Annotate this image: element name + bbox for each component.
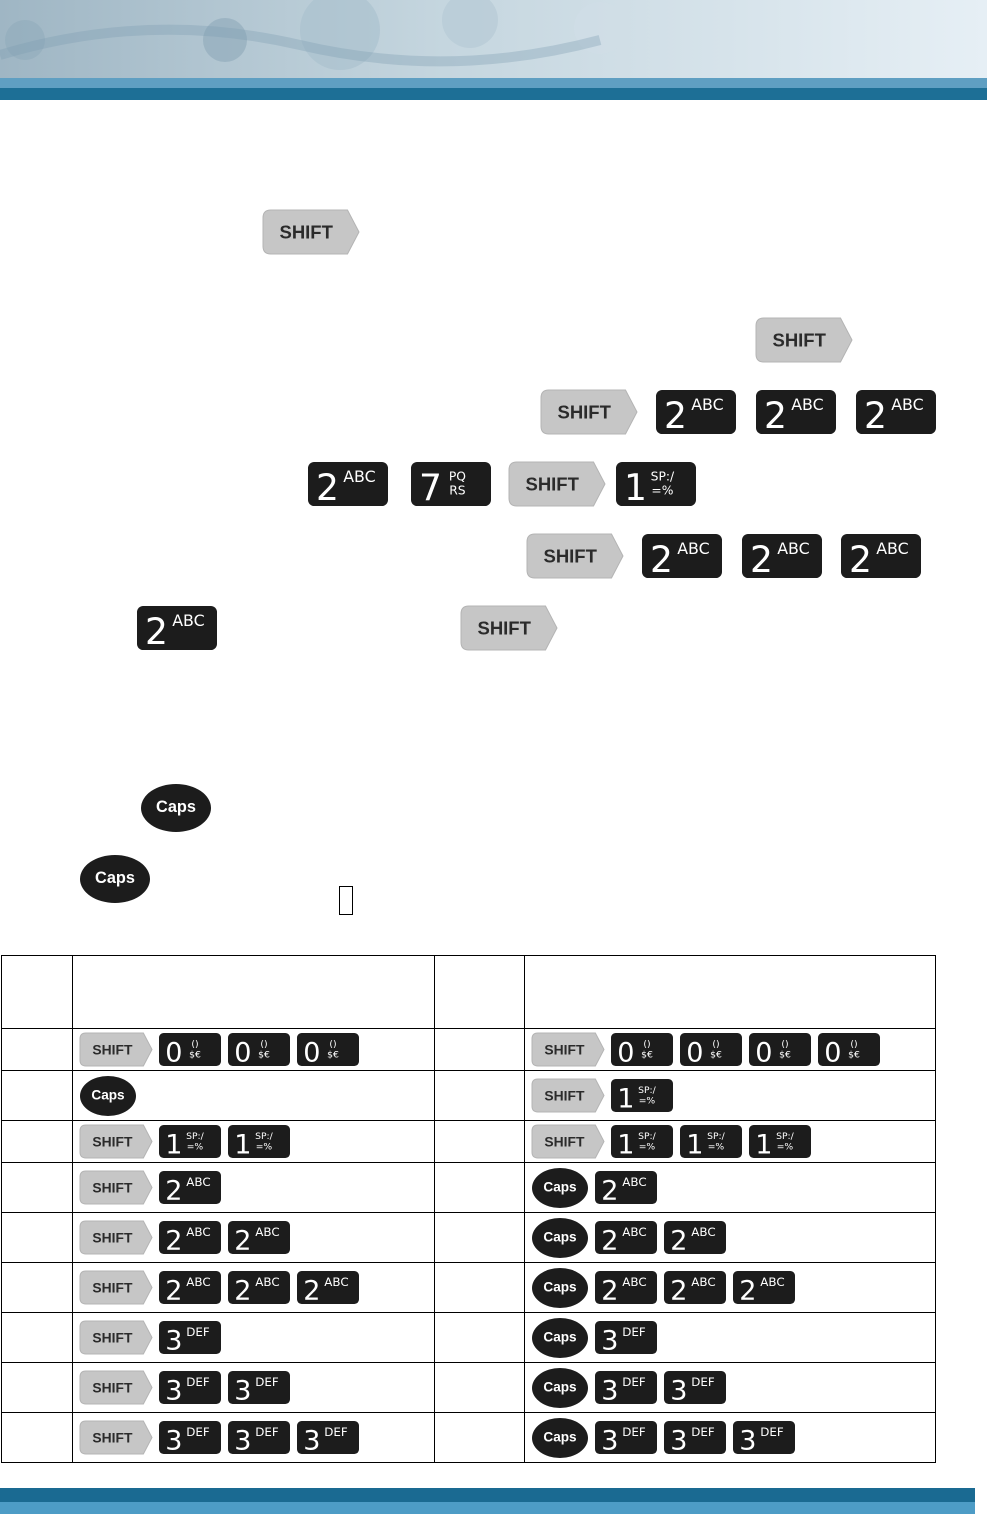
uppercase-keys-cell xyxy=(525,1363,936,1413)
header-banner xyxy=(0,0,987,100)
key-sequence xyxy=(73,1071,434,1120)
key-letters: ABC xyxy=(760,1275,785,1290)
key-letters: $€ xyxy=(258,1049,270,1061)
key-letters: SP:/ xyxy=(638,1084,656,1096)
caps-key-icon xyxy=(141,784,211,832)
key-1-icon xyxy=(228,1125,290,1161)
shift-label: SHIFT xyxy=(92,1133,133,1150)
key-letters: DEF xyxy=(255,1425,279,1440)
key-digit: 1 xyxy=(165,1129,183,1161)
table-row xyxy=(2,1029,936,1071)
key-digit: 3 xyxy=(739,1425,757,1457)
label-cell xyxy=(2,1213,73,1263)
key-digit: 3 xyxy=(234,1375,252,1407)
caps-label: Caps xyxy=(543,1279,577,1295)
key-letters: DEF xyxy=(691,1425,715,1440)
caps-key-icon xyxy=(532,1218,588,1258)
key-0-icon xyxy=(749,1033,811,1069)
key-2-icon xyxy=(595,1221,657,1257)
key-digit: 2 xyxy=(303,1275,321,1307)
footer-bar xyxy=(0,1488,975,1514)
key-digit: 3 xyxy=(165,1425,183,1457)
table-row xyxy=(2,1163,936,1213)
shift-key-icon xyxy=(80,1271,152,1304)
key-2-icon xyxy=(856,390,936,437)
key-sequence xyxy=(73,1413,434,1462)
shift-key-icon xyxy=(756,318,852,362)
label-cell xyxy=(2,1313,73,1363)
shift-label: SHIFT xyxy=(544,1087,585,1104)
shift-key-icon xyxy=(532,1125,604,1158)
key-1-icon xyxy=(159,1125,221,1161)
shift-key-icon xyxy=(80,1421,152,1454)
shift-key-icon xyxy=(80,1171,152,1204)
key-letters: () xyxy=(260,1038,268,1050)
key-letters: ABC xyxy=(343,467,376,487)
key-letters: ABC xyxy=(255,1225,280,1240)
key-letters: ABC xyxy=(791,395,824,415)
key-2-icon xyxy=(664,1271,726,1307)
key-letters: DEF xyxy=(186,1375,210,1390)
key-sequence xyxy=(73,1263,434,1312)
label-cell xyxy=(435,1121,525,1163)
table-header-row xyxy=(2,956,936,1029)
table-row xyxy=(2,1121,936,1163)
uppercase-keys-cell xyxy=(525,1213,936,1263)
key-3-icon xyxy=(595,1371,657,1407)
caps-key-icon xyxy=(80,1076,136,1116)
key-digit: 0 xyxy=(755,1037,773,1069)
key-letters: DEF xyxy=(186,1425,210,1440)
key-digit: 0 xyxy=(303,1037,321,1069)
key-digit: 3 xyxy=(234,1425,252,1457)
key-letters: ABC xyxy=(691,1225,716,1240)
shift-label: SHIFT xyxy=(525,473,579,495)
key-letters: SP:/ xyxy=(255,1130,273,1142)
key-digit: 2 xyxy=(234,1275,252,1307)
key-1-icon xyxy=(616,462,696,509)
label-cell xyxy=(2,1263,73,1313)
uppercase-keys-cell xyxy=(525,1313,936,1363)
shift-key-icon xyxy=(263,210,359,254)
key-2-icon xyxy=(664,1221,726,1257)
key-letters: $€ xyxy=(848,1049,860,1061)
key-0-icon xyxy=(228,1033,290,1069)
uppercase-keys-cell xyxy=(525,1413,936,1463)
shift-key-icon xyxy=(80,1125,152,1158)
key-2-icon xyxy=(841,534,921,581)
key-digit: 2 xyxy=(670,1225,688,1257)
key-letters: =% xyxy=(707,1141,725,1153)
key-digit: 2 xyxy=(650,538,673,581)
lowercase-keys-cell xyxy=(73,1263,435,1313)
key-digit: 3 xyxy=(670,1375,688,1407)
shift-key-icon xyxy=(80,1221,152,1254)
key-letters: =% xyxy=(638,1141,656,1153)
shift-key-icon xyxy=(532,1033,604,1066)
key-sequence xyxy=(525,1363,935,1412)
uppercase-keys-cell xyxy=(525,1263,936,1313)
label-cell xyxy=(435,1363,525,1413)
key-digit: 3 xyxy=(670,1425,688,1457)
caps-key-icon xyxy=(80,855,150,903)
key-sequence xyxy=(73,1029,434,1070)
key-2-icon xyxy=(733,1271,795,1307)
key-letters: ABC xyxy=(677,539,710,559)
uppercase-keys-cell xyxy=(525,1029,936,1071)
caps-key-icon xyxy=(532,1318,588,1358)
key-letters: =% xyxy=(186,1141,204,1153)
key-sequence xyxy=(525,1263,935,1312)
key-sequence xyxy=(73,1121,434,1162)
key-letters: ABC xyxy=(891,395,924,415)
key-sequence xyxy=(525,1313,935,1362)
shift-key-icon xyxy=(527,534,623,578)
key-letters: DEF xyxy=(622,1325,646,1340)
key-sequence xyxy=(73,1163,434,1212)
uppercase-keys-cell xyxy=(525,1071,936,1121)
key-7-icon xyxy=(411,462,491,509)
key-letters: DEF xyxy=(255,1375,279,1390)
key-3-icon xyxy=(228,1371,290,1407)
shift-label: SHIFT xyxy=(477,617,531,639)
key-letters: DEF xyxy=(760,1425,784,1440)
shift-label: SHIFT xyxy=(92,1041,133,1058)
caps-label: Caps xyxy=(543,1229,577,1245)
key-3-icon xyxy=(297,1421,359,1457)
label-cell xyxy=(435,1263,525,1313)
shift-label: SHIFT xyxy=(92,1429,133,1446)
caps-label: Caps xyxy=(543,1329,577,1345)
key-letters: ABC xyxy=(255,1275,280,1290)
key-3-icon xyxy=(159,1421,221,1457)
label-cell xyxy=(435,1413,525,1463)
key-2-icon xyxy=(159,1221,221,1257)
label-cell xyxy=(435,1029,525,1071)
label-cell xyxy=(435,1313,525,1363)
caps-label: Caps xyxy=(543,1379,577,1395)
key-digit: 3 xyxy=(601,1375,619,1407)
key-2-icon xyxy=(308,462,388,509)
caps-label: Caps xyxy=(543,1429,577,1445)
key-digit: 0 xyxy=(686,1037,704,1069)
key-letters: =% xyxy=(651,483,674,498)
key-digit: 3 xyxy=(601,1325,619,1357)
key-digit: 2 xyxy=(601,1225,619,1257)
header-cell xyxy=(2,956,73,1029)
text-cursor-box xyxy=(339,886,353,915)
key-3-icon xyxy=(733,1421,795,1457)
key-letters: $€ xyxy=(641,1049,653,1061)
key-letters: ABC xyxy=(777,539,810,559)
key-3-icon xyxy=(228,1421,290,1457)
key-digit: 2 xyxy=(234,1225,252,1257)
key-letters: () xyxy=(329,1038,337,1050)
lowercase-keys-cell xyxy=(73,1313,435,1363)
key-digit: 2 xyxy=(750,538,773,581)
key-letters: RS xyxy=(449,483,466,498)
key-digit: 2 xyxy=(165,1275,183,1307)
key-digit: 0 xyxy=(234,1037,252,1069)
key-letters: SP:/ xyxy=(776,1130,794,1142)
key-digit: 2 xyxy=(165,1225,183,1257)
shift-label: SHIFT xyxy=(92,1379,133,1396)
label-cell xyxy=(435,1163,525,1213)
key-1-icon xyxy=(611,1125,673,1161)
key-0-icon xyxy=(611,1033,673,1069)
caps-label: Caps xyxy=(95,869,135,888)
key-letters: ABC xyxy=(172,611,205,631)
key-letters: =% xyxy=(255,1141,273,1153)
header-cell xyxy=(435,956,525,1029)
key-letters: ABC xyxy=(622,1225,647,1240)
key-digit: 2 xyxy=(316,466,339,509)
key-digit: 2 xyxy=(864,394,887,437)
key-letters: SP:/ xyxy=(186,1130,204,1142)
caps-label: Caps xyxy=(156,798,196,817)
key-letters: SP:/ xyxy=(638,1130,656,1142)
key-3-icon xyxy=(595,1321,657,1357)
shift-key-icon xyxy=(80,1321,152,1354)
caps-key-icon xyxy=(532,1368,588,1408)
key-3-icon xyxy=(595,1421,657,1457)
key-letters: ABC xyxy=(691,395,724,415)
key-digit: 1 xyxy=(624,466,647,509)
key-sequence-table xyxy=(1,955,936,1463)
key-digit: 2 xyxy=(601,1175,619,1207)
key-2-icon xyxy=(159,1171,221,1207)
lowercase-keys-cell xyxy=(73,1363,435,1413)
lowercase-keys-cell xyxy=(73,1121,435,1163)
key-letters: $€ xyxy=(327,1049,339,1061)
key-3-icon xyxy=(664,1421,726,1457)
key-letters: ABC xyxy=(622,1275,647,1290)
key-digit: 2 xyxy=(764,394,787,437)
shift-label: SHIFT xyxy=(92,1179,133,1196)
caps-key-icon xyxy=(532,1268,588,1308)
key-letters: ABC xyxy=(324,1275,349,1290)
key-2-icon xyxy=(137,606,217,653)
key-digit: 3 xyxy=(165,1325,183,1357)
key-letters: =% xyxy=(638,1095,656,1107)
shift-label: SHIFT xyxy=(279,221,333,243)
key-sequence xyxy=(73,1213,434,1262)
table-row xyxy=(2,1363,936,1413)
key-sequence xyxy=(73,1363,434,1412)
key-digit: 2 xyxy=(601,1275,619,1307)
lowercase-keys-cell xyxy=(73,1071,435,1121)
shift-key-icon xyxy=(80,1033,152,1066)
key-0-icon xyxy=(297,1033,359,1069)
key-letters: ABC xyxy=(186,1175,211,1190)
key-digit: 2 xyxy=(165,1175,183,1207)
header-cell xyxy=(73,956,435,1029)
key-sequence xyxy=(525,1121,935,1162)
key-letters: DEF xyxy=(324,1425,348,1440)
label-cell xyxy=(2,1163,73,1213)
key-sequence xyxy=(525,1029,935,1070)
key-letters: ABC xyxy=(622,1175,647,1190)
shift-key-icon xyxy=(461,606,557,650)
key-digit: 1 xyxy=(617,1129,635,1161)
key-sequence xyxy=(525,1413,935,1462)
uppercase-keys-cell xyxy=(525,1121,936,1163)
label-cell xyxy=(2,1121,73,1163)
key-digit: 2 xyxy=(739,1275,757,1307)
label-cell xyxy=(2,1413,73,1463)
key-sequence xyxy=(73,1313,434,1362)
shift-label: SHIFT xyxy=(544,1133,585,1150)
key-digit: 1 xyxy=(755,1129,773,1161)
label-cell xyxy=(2,1363,73,1413)
caps-label: Caps xyxy=(91,1087,125,1103)
key-0-icon xyxy=(818,1033,880,1069)
shift-label: SHIFT xyxy=(92,1279,133,1296)
key-letters: DEF xyxy=(622,1375,646,1390)
shift-key-icon xyxy=(532,1079,604,1112)
label-cell xyxy=(435,1071,525,1121)
key-2-icon xyxy=(297,1271,359,1307)
caps-key-icon xyxy=(532,1418,588,1458)
key-1-icon xyxy=(680,1125,742,1161)
key-digit: 1 xyxy=(617,1083,635,1115)
key-letters: () xyxy=(712,1038,720,1050)
key-digit: 3 xyxy=(303,1425,321,1457)
key-letters: =% xyxy=(776,1141,794,1153)
key-letters: ABC xyxy=(186,1225,211,1240)
shift-label: SHIFT xyxy=(557,401,611,423)
key-digit: 3 xyxy=(601,1425,619,1457)
key-2-icon xyxy=(656,390,736,437)
key-letters: ABC xyxy=(186,1275,211,1290)
key-digit: 3 xyxy=(165,1375,183,1407)
shift-key-icon xyxy=(80,1371,152,1404)
key-2-icon xyxy=(595,1171,657,1207)
caps-label: Caps xyxy=(543,1179,577,1195)
table-row xyxy=(2,1213,936,1263)
key-letters: () xyxy=(643,1038,651,1050)
key-letters: SP:/ xyxy=(650,469,675,484)
key-sequence xyxy=(525,1213,935,1262)
key-letters: () xyxy=(850,1038,858,1050)
key-letters: DEF xyxy=(691,1375,715,1390)
key-letters: DEF xyxy=(622,1425,646,1440)
key-0-icon xyxy=(159,1033,221,1069)
shift-key-icon xyxy=(509,462,605,506)
key-2-icon xyxy=(742,534,822,581)
key-2-icon xyxy=(642,534,722,581)
key-digit: 1 xyxy=(234,1129,252,1161)
key-0-icon xyxy=(680,1033,742,1069)
label-cell xyxy=(435,1213,525,1263)
key-sequence xyxy=(525,1163,935,1212)
lowercase-keys-cell xyxy=(73,1213,435,1263)
label-cell xyxy=(2,1071,73,1121)
key-3-icon xyxy=(159,1371,221,1407)
key-digit: 0 xyxy=(617,1037,635,1069)
table-row xyxy=(2,1313,936,1363)
key-1-icon xyxy=(611,1079,673,1115)
key-digit: 2 xyxy=(664,394,687,437)
key-letters: DEF xyxy=(186,1325,210,1340)
key-letters: $€ xyxy=(779,1049,791,1061)
key-letters: PQ xyxy=(448,469,466,484)
key-letters: () xyxy=(781,1038,789,1050)
key-2-icon xyxy=(159,1271,221,1307)
key-digit: 0 xyxy=(165,1037,183,1069)
lowercase-keys-cell xyxy=(73,1163,435,1213)
key-letters: $€ xyxy=(189,1049,201,1061)
shift-key-icon xyxy=(541,390,637,434)
shift-label: SHIFT xyxy=(543,545,597,567)
lowercase-keys-cell xyxy=(73,1029,435,1071)
key-digit: 2 xyxy=(849,538,872,581)
shift-label: SHIFT xyxy=(544,1041,585,1058)
key-digit: 7 xyxy=(419,466,442,509)
caps-key-icon xyxy=(532,1168,588,1208)
shift-label: SHIFT xyxy=(772,329,826,351)
key-letters: $€ xyxy=(710,1049,722,1061)
key-3-icon xyxy=(159,1321,221,1357)
key-2-icon xyxy=(228,1271,290,1307)
header-cell xyxy=(525,956,936,1029)
table-row xyxy=(2,1071,936,1121)
key-sequence xyxy=(525,1071,935,1120)
key-2-icon xyxy=(595,1271,657,1307)
key-letters: ABC xyxy=(691,1275,716,1290)
uppercase-keys-cell xyxy=(525,1163,936,1213)
key-1-icon xyxy=(749,1125,811,1161)
key-digit: 1 xyxy=(686,1129,704,1161)
key-2-icon xyxy=(228,1221,290,1257)
label-cell xyxy=(2,1029,73,1071)
key-2-icon xyxy=(756,390,836,437)
lowercase-keys-cell xyxy=(73,1413,435,1463)
table-row xyxy=(2,1263,936,1313)
key-digit: 2 xyxy=(670,1275,688,1307)
key-digit: 2 xyxy=(145,610,168,653)
key-letters: () xyxy=(191,1038,199,1050)
table-row xyxy=(2,1413,936,1463)
key-3-icon xyxy=(664,1371,726,1407)
shift-label: SHIFT xyxy=(92,1329,133,1346)
key-digit: 0 xyxy=(824,1037,842,1069)
key-letters: ABC xyxy=(876,539,909,559)
key-letters: SP:/ xyxy=(707,1130,725,1142)
shift-label: SHIFT xyxy=(92,1229,133,1246)
